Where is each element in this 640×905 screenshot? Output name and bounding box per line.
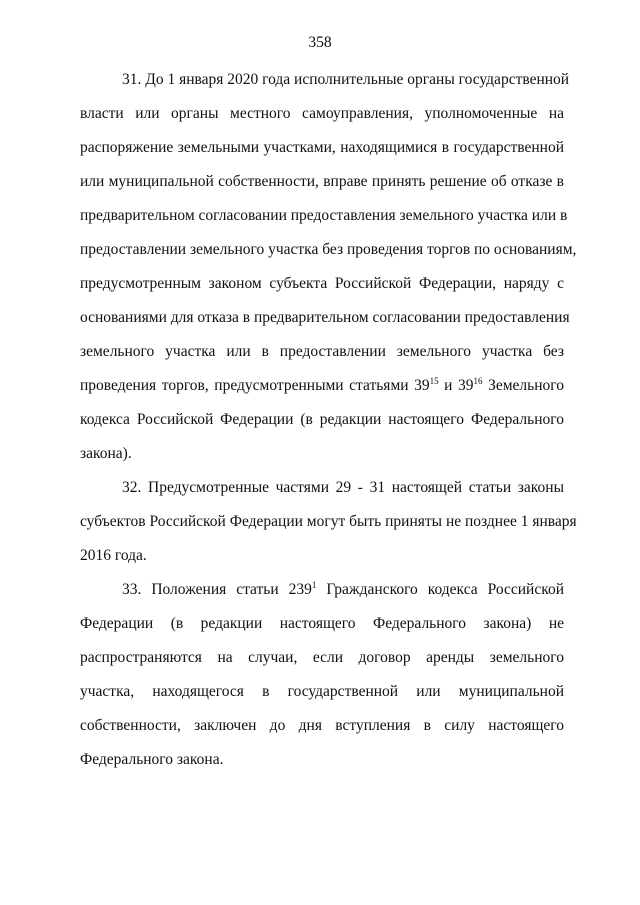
text-fragment: 33. Положения статьи 239 xyxy=(122,581,312,598)
text-line: распоряжение земельными участками, находящимися в государственной xyxy=(80,139,564,156)
text-line: субъектов Российской Федерации могут быть приняты не позднее 1 января xyxy=(80,513,577,530)
superscript: 15 xyxy=(429,376,439,386)
text-line-with-superscript xyxy=(80,573,564,607)
text-line: основаниями для отказа в предварительном согласовании предоставления xyxy=(80,309,570,326)
paragraph-31 xyxy=(80,63,577,471)
text-line: 31. До 1 января 2020 года исполнительные органы государственной xyxy=(122,71,570,88)
superscript: 1 xyxy=(311,580,317,590)
text-line: распространяются на случаи, если договор аренды земельного xyxy=(80,649,564,666)
text-line: участка, находящегося в государственной или муниципальной xyxy=(80,683,564,700)
text-line: или муниципальной собственности, вправе принять решение об отказе в xyxy=(80,173,564,190)
text-fragment: Гражданского кодекса Российской xyxy=(316,581,564,598)
text-fragment: и 39 xyxy=(438,377,474,394)
superscript: 16 xyxy=(473,376,483,386)
text-line: 32. Предусмотренные частями 29 - 31 настоящей статьи законы xyxy=(122,479,564,496)
text-fragment: проведения торгов, предусмотренными статьями 39 xyxy=(80,377,430,394)
paragraph-32 xyxy=(80,471,577,573)
text-line: предусмотренным законом субъекта Российской Федерации, наряду с xyxy=(80,275,564,292)
text-fragment: Земельного xyxy=(482,377,564,394)
text-line: земельного участка или в предоставлении земельного участка без xyxy=(80,343,564,360)
text-line: Федерации (в редакции настоящего Федерального закона) не xyxy=(80,615,564,632)
text-line: власти или органы местного самоуправления, уполномоченные на xyxy=(80,105,564,122)
text-line: собственности, заключен до дня вступления в силу настоящего xyxy=(80,717,564,734)
text-line: предоставлении земельного участка без проведения торгов по основаниям, xyxy=(80,241,577,258)
document-body xyxy=(80,63,577,777)
paragraph-33 xyxy=(80,573,564,777)
text-line-with-superscripts xyxy=(80,369,564,403)
text-line: Федерального закона. xyxy=(80,751,224,768)
page-number: 358 xyxy=(308,34,332,51)
text-line: кодекса Российской Федерации (в редакции настоящего Федерального xyxy=(80,411,564,428)
text-line: предварительном согласовании предоставления земельного участка или в xyxy=(80,207,568,224)
text-line: закона). xyxy=(80,445,132,462)
text-line: 2016 года. xyxy=(80,547,147,564)
